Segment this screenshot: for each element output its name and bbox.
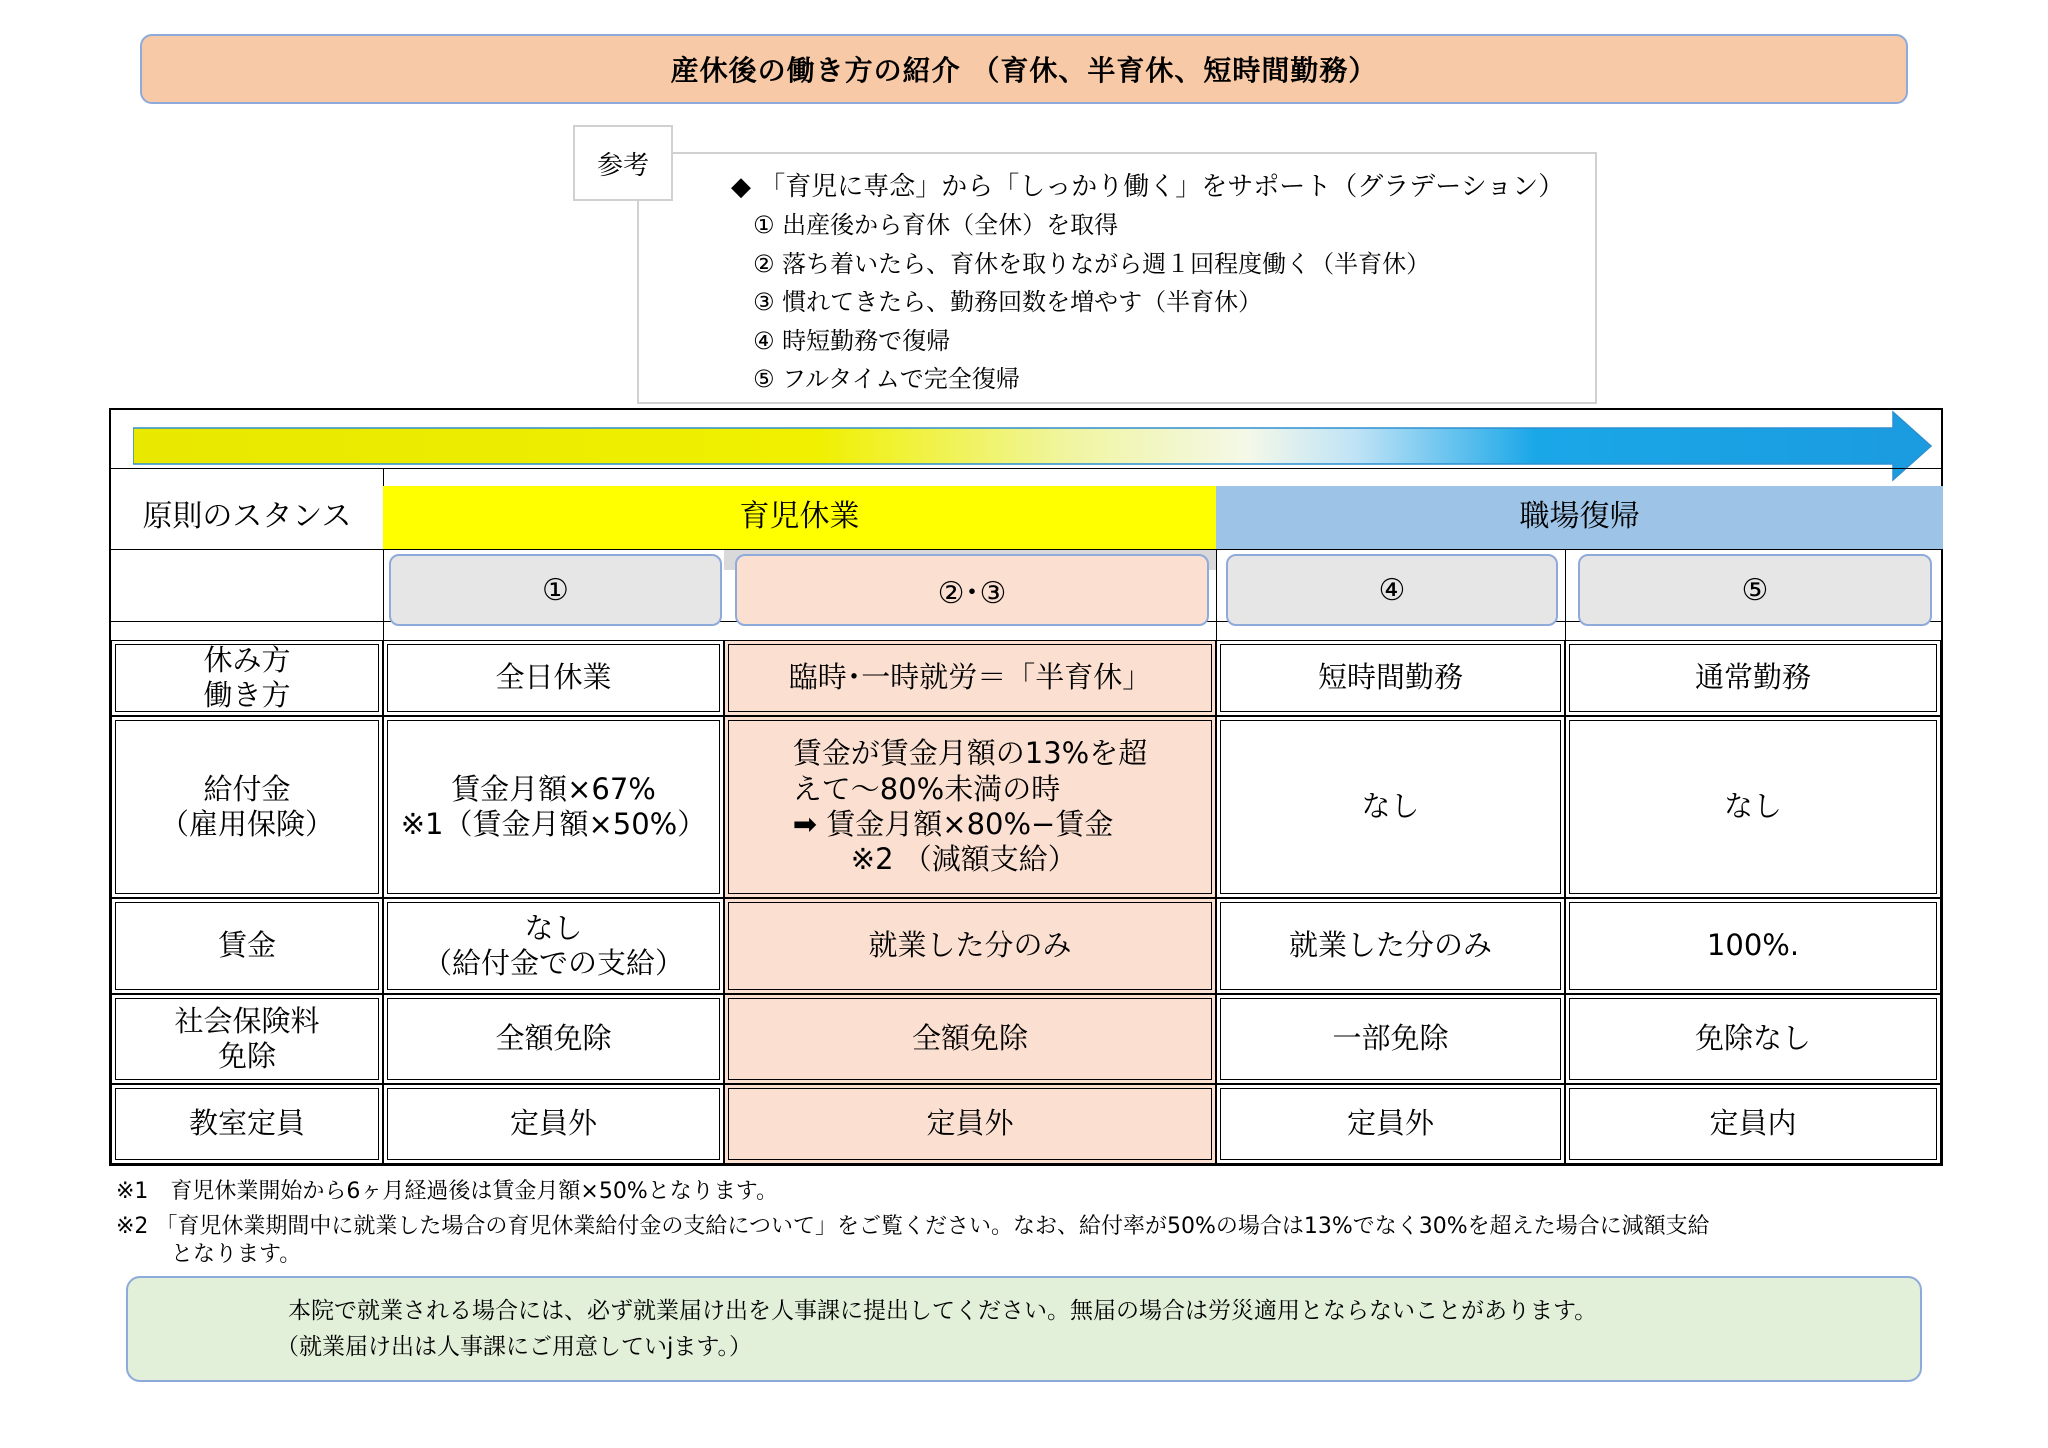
row-label: 社会保険料 免除 <box>111 994 383 1084</box>
footnote-2 <box>116 1213 1916 1268</box>
stage-4-badge: ④ <box>1226 554 1558 626</box>
regular-cell <box>1565 640 1941 716</box>
reference-item: ③ 慣れてきたら、勤務回数を増やす（半育休） <box>753 288 1263 316</box>
full-leave-cell <box>383 898 724 994</box>
notice-line-1: 本院で就業される場合には、必ず就業届け出を人事課に提出してください。無届の場合は労災適用とならないことがあります。 <box>288 1298 1598 1324</box>
gradation-arrow <box>133 410 1933 482</box>
reference-box <box>637 152 1597 404</box>
cell-text: 就業した分のみ <box>1288 928 1492 963</box>
footnote-2-line2: となります。 <box>171 1241 302 1267</box>
cell-text: 臨時･一時就労＝「半育休」 <box>788 660 1152 695</box>
half-leave-cell <box>724 898 1216 994</box>
details-grid <box>111 640 1941 1164</box>
footnote-1: ※1 育児休業開始から6ヶ月経過後は賃金月額×50%となります。 <box>116 1179 779 1204</box>
cell-text: 定員内 <box>1709 1106 1797 1141</box>
reference-list <box>753 206 1430 399</box>
notice-box <box>126 1276 1922 1382</box>
stance-label: 原則のスタンス <box>142 499 352 535</box>
wage-row <box>111 898 1941 994</box>
half-leave-cell <box>724 1084 1216 1164</box>
row-label: 休み方 働き方 <box>111 640 383 716</box>
page-title: 産休後の働き方の紹介 （育休、半育休、短時間勤務） <box>140 34 1908 104</box>
cell-text: 定員外 <box>926 1106 1014 1141</box>
short-hours-cell <box>1216 994 1565 1084</box>
cell-text: 賃金が賃金月額の13%を超 えて～80%未満の時 ➡ 賃金月額×80%−賃金 ※2 （減額支給） <box>792 736 1148 877</box>
regular-cell <box>1565 898 1941 994</box>
cell-text: なし （給付金での支給） <box>422 910 684 980</box>
notice-line-2: （就業届け出は人事課にご用意していjます。） <box>276 1334 753 1360</box>
row-label: 教室定員 <box>111 1084 383 1164</box>
reference-item: ④ 時短勤務で復帰 <box>753 326 951 355</box>
cell-text: 定員外 <box>1346 1106 1434 1141</box>
short-hours-cell <box>1216 898 1565 994</box>
short-hours-cell <box>1216 716 1565 898</box>
reference-item: ② 落ち着いたら、育休を取りながら週１回程度働く（半育休） <box>753 249 1431 278</box>
cell-text: 就業した分のみ <box>868 928 1072 963</box>
footnote-2-line1: ※2 「育児休業期間中に就業した場合の育児休業給付金の支給について」をご覧ください。なお、給付率が50%の場合は13%でなく30%を超えた場合に減額支給 <box>116 1214 1710 1239</box>
full-leave-cell <box>383 994 724 1084</box>
regular-cell <box>1565 994 1941 1084</box>
regular-cell <box>1565 716 1941 898</box>
regular-cell <box>1565 1084 1941 1164</box>
reference-heading: ◆ 「育児に専念」から「しっかり働く」をサポート（グラデーション） <box>731 172 1565 202</box>
insurance-row <box>111 994 1941 1084</box>
full-leave-cell <box>383 640 724 716</box>
cell-text: 定員外 <box>509 1106 597 1141</box>
cell-text: 100%. <box>1706 928 1800 963</box>
half-leave-cell <box>724 994 1216 1084</box>
stage-2-3-badge: ②･③ <box>735 554 1209 626</box>
stage-1-badge: ① <box>389 554 722 626</box>
cell-text: 通常勤務 <box>1694 660 1811 695</box>
cell-text: なし <box>1361 789 1420 824</box>
stage-5-badge: ⑤ <box>1578 554 1932 626</box>
cell-text: 短時間勤務 <box>1317 660 1463 695</box>
reference-item: ① 出産後から育休（全休）を取得 <box>753 211 1119 239</box>
childcare-leave-header: 育児休業 <box>383 486 1216 549</box>
benefit-row <box>111 716 1941 898</box>
rest-work-row <box>111 640 1941 716</box>
short-hours-cell <box>1216 640 1565 716</box>
return-to-work-header: 職場復帰 <box>1216 486 1943 549</box>
row-label: 賃金 <box>111 898 383 994</box>
capacity-row <box>111 1084 1941 1164</box>
reference-item: ⑤ フルタイムで完全復帰 <box>753 365 1020 393</box>
half-leave-cell <box>724 640 1216 716</box>
cell-text: なし <box>1723 789 1782 824</box>
cell-text: 全額免除 <box>495 1021 612 1056</box>
short-hours-cell <box>1216 1084 1565 1164</box>
comparison-table <box>109 408 1943 1166</box>
full-leave-cell <box>383 1084 724 1164</box>
reference-label: 参考 <box>573 125 673 201</box>
cell-text: 免除なし <box>1694 1021 1811 1056</box>
cell-text: 全日休業 <box>495 660 612 695</box>
row-label: 給付金 （雇用保険） <box>111 716 383 898</box>
cell-text: 一部免除 <box>1332 1021 1449 1056</box>
full-leave-cell <box>383 716 724 898</box>
cell-text: 賃金月額×67% ※1（賃金月額×50%） <box>400 771 707 841</box>
half-leave-cell <box>724 716 1216 898</box>
cell-text: 全額免除 <box>911 1021 1028 1056</box>
